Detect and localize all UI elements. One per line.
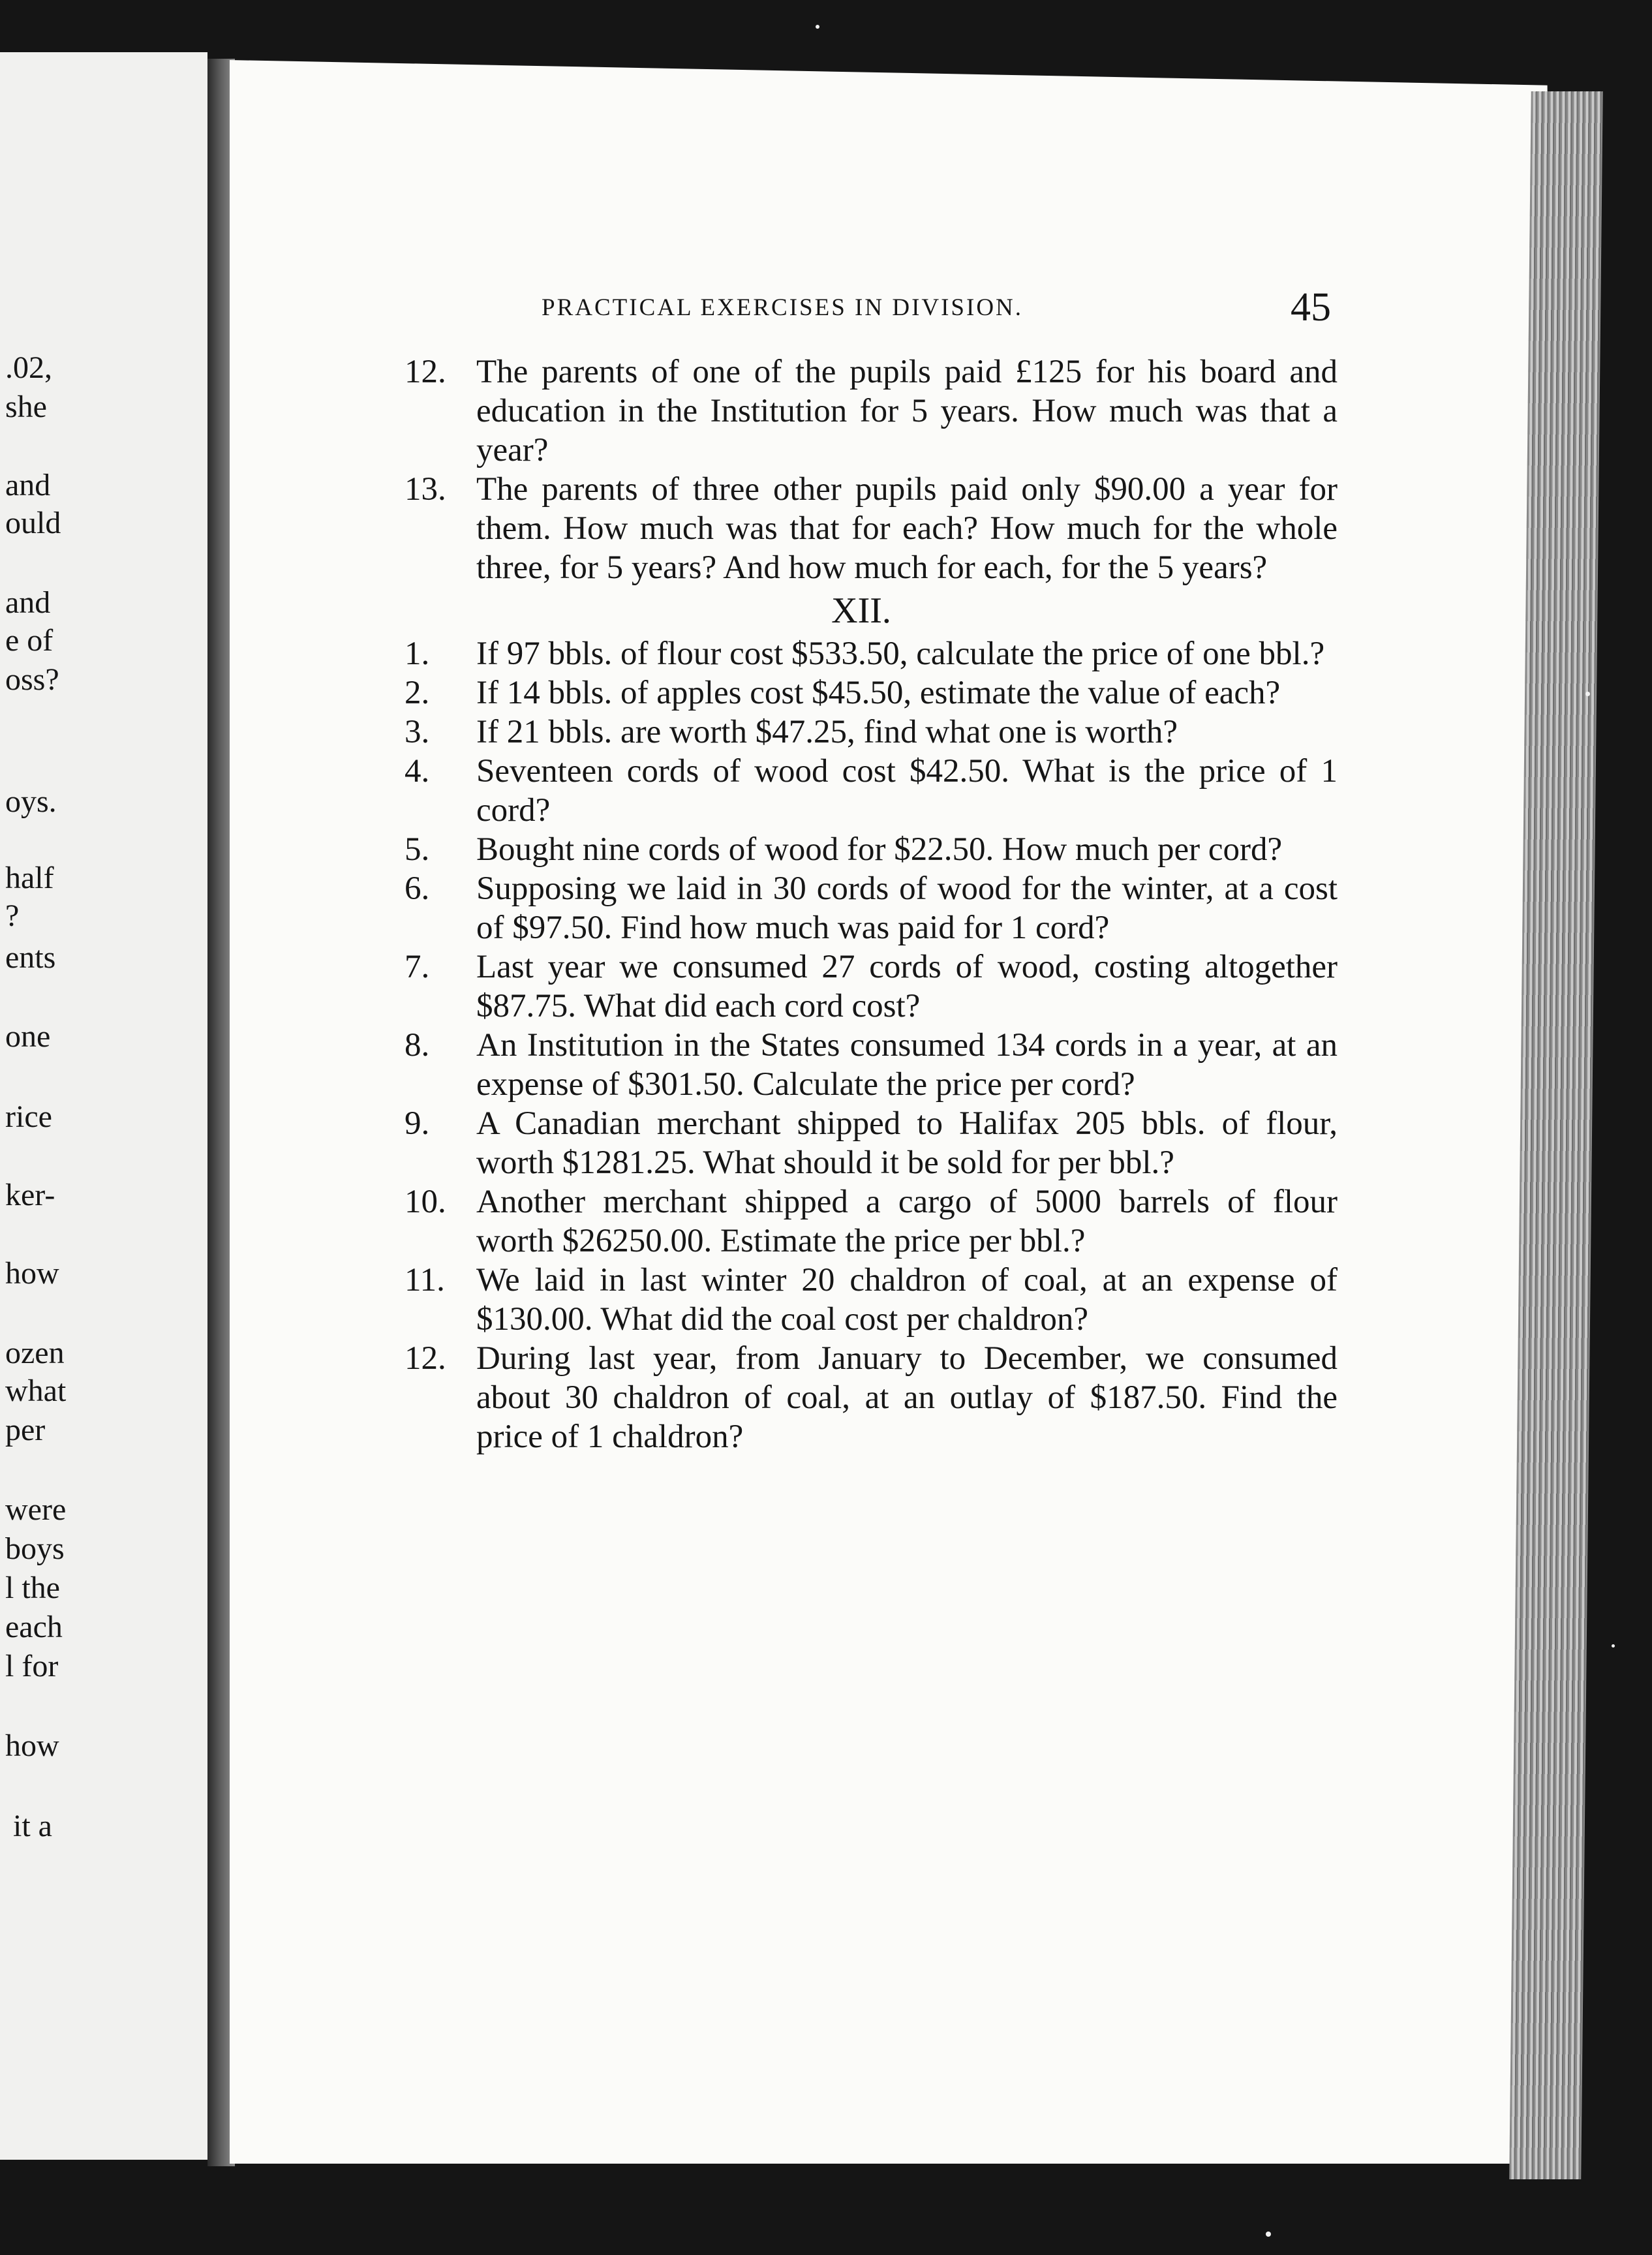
- exercise-item: [359, 713, 1338, 752]
- exercises-xii: [359, 634, 1338, 1456]
- left-fragment: were: [5, 1492, 67, 1527]
- exercise-item: [359, 1026, 1338, 1104]
- exercise-number: 8.: [405, 1027, 430, 1064]
- exercise-text: We laid in last winter 20 chaldron of coal, at an expense of $130.00. What did the coal cost per chaldron?: [476, 1262, 1338, 1338]
- dust-speck: [816, 25, 819, 29]
- left-fragment: how: [5, 1728, 59, 1763]
- exercise-text: Supposing we laid in 30 cords of wood for the winter, at a cost of $97.50. Find how much was paid for 1 cord?: [476, 870, 1338, 946]
- exercise-text: If 21 bbls. are worth $47.25, find what one is worth?: [476, 714, 1178, 750]
- left-fragment: ents: [5, 940, 56, 975]
- left-fragment: per: [5, 1413, 46, 1447]
- left-fragment: she: [5, 390, 47, 424]
- left-fragment: what: [5, 1373, 67, 1408]
- exercise-text: A Canadian merchant shipped to Halifax 205 bbls. of flour, worth $1281.25. What should it be sold for per bbl.?: [476, 1105, 1338, 1181]
- dust-speck: [1585, 692, 1590, 696]
- left-fragment: and: [5, 468, 51, 502]
- left-fragment: rice: [5, 1099, 52, 1134]
- exercise-number: 10.: [405, 1184, 446, 1220]
- exercise-item: [359, 634, 1338, 673]
- exercise-item: [359, 869, 1338, 947]
- exercise-number: 13.: [405, 471, 446, 508]
- exercise-text: Another merchant shipped a cargo of 5000 barrels of flour worth $26250.00. Estimate the price per bbl.?: [476, 1184, 1338, 1259]
- left-fragment: how: [5, 1256, 59, 1291]
- exercise-item: [359, 673, 1338, 713]
- exercise-item: [359, 830, 1338, 869]
- exercise-text: The parents of one of the pupils paid £125 for his board and education in the Institution for 5 years. How much was that a year?: [476, 354, 1338, 468]
- exercise-text: Bought nine cords of wood for $22.50. How much per cord?: [476, 831, 1283, 868]
- exercise-number: 7.: [405, 949, 430, 985]
- exercise-number: 1.: [405, 636, 430, 672]
- left-fragment: e of: [5, 623, 54, 658]
- exercise-text: The parents of three other pupils paid only $90.00 a year for them. How much was that for each? How much for the whole three, for 5 years? And how much for each, for the 5 years?: [476, 471, 1338, 586]
- left-fragment: and: [5, 585, 51, 620]
- left-fragment: .02,: [5, 350, 52, 385]
- left-fragment: l for: [5, 1649, 59, 1683]
- exercise-text: An Institution in the States consumed 134 cords in a year, at an expense of $301.50. Calculate the price per cord?: [476, 1027, 1338, 1103]
- exercise-number: 11.: [405, 1262, 445, 1298]
- exercise-item: [359, 1182, 1338, 1261]
- exercise-text: If 14 bbls. of apples cost $45.50, estimate the value of each?: [476, 675, 1281, 711]
- exercise-number: 12.: [405, 354, 446, 390]
- exercise-number: 4.: [405, 753, 430, 790]
- exercise-number: 2.: [405, 675, 430, 711]
- exercise-item: [359, 1104, 1338, 1182]
- left-fragment: ould: [5, 506, 61, 540]
- left-fragment: boys: [5, 1531, 65, 1566]
- dust-speck: [1612, 1644, 1615, 1648]
- exercise-text: During last year, from January to December, we consumed about 30 chaldron of coal, at an outlay of $187.50. Find the price of 1 chaldron?: [476, 1340, 1338, 1455]
- dust-speck: [1266, 2232, 1271, 2237]
- exercises-before-section: [359, 352, 1338, 587]
- left-fragment: oys.: [5, 784, 57, 819]
- exercise-text: If 97 bbls. of flour cost $533.50, calculate the price of one bbl.?: [476, 636, 1325, 672]
- exercise-number: 3.: [405, 714, 430, 750]
- left-fragment: ker-: [5, 1178, 55, 1212]
- left-fragment: l the: [5, 1571, 60, 1605]
- exercise-number: 6.: [405, 870, 430, 907]
- exercise-item: [359, 752, 1338, 830]
- section-heading: XII.: [831, 591, 891, 631]
- exercise-item: [359, 352, 1338, 470]
- exercise-item: [359, 470, 1338, 587]
- exercise-item: [359, 1339, 1338, 1456]
- exercise-text: Last year we consumed 27 cords of wood, costing altogether $87.75. What did each cord cost?: [476, 949, 1338, 1024]
- left-fragment: it a: [13, 1809, 52, 1843]
- left-fragment: oss?: [5, 662, 59, 697]
- left-fragment: each: [5, 1610, 63, 1644]
- exercise-item: [359, 947, 1338, 1026]
- exercise-text: Seventeen cords of wood cost $42.50. What is the price of 1 cord?: [476, 753, 1338, 829]
- running-head: PRACTICAL EXERCISES IN DIVISION.: [542, 294, 1024, 321]
- exercise-list: [359, 352, 1338, 1456]
- left-fragment: ?: [5, 898, 20, 933]
- left-fragment: one: [5, 1019, 51, 1054]
- exercise-item: [359, 1261, 1338, 1339]
- exercise-number: 5.: [405, 831, 430, 868]
- exercise-number: 9.: [405, 1105, 430, 1142]
- left-fragment: half: [5, 861, 54, 895]
- left-fragment: ozen: [5, 1336, 65, 1370]
- page-number: 45: [1291, 285, 1331, 330]
- exercise-number: 12.: [405, 1340, 446, 1377]
